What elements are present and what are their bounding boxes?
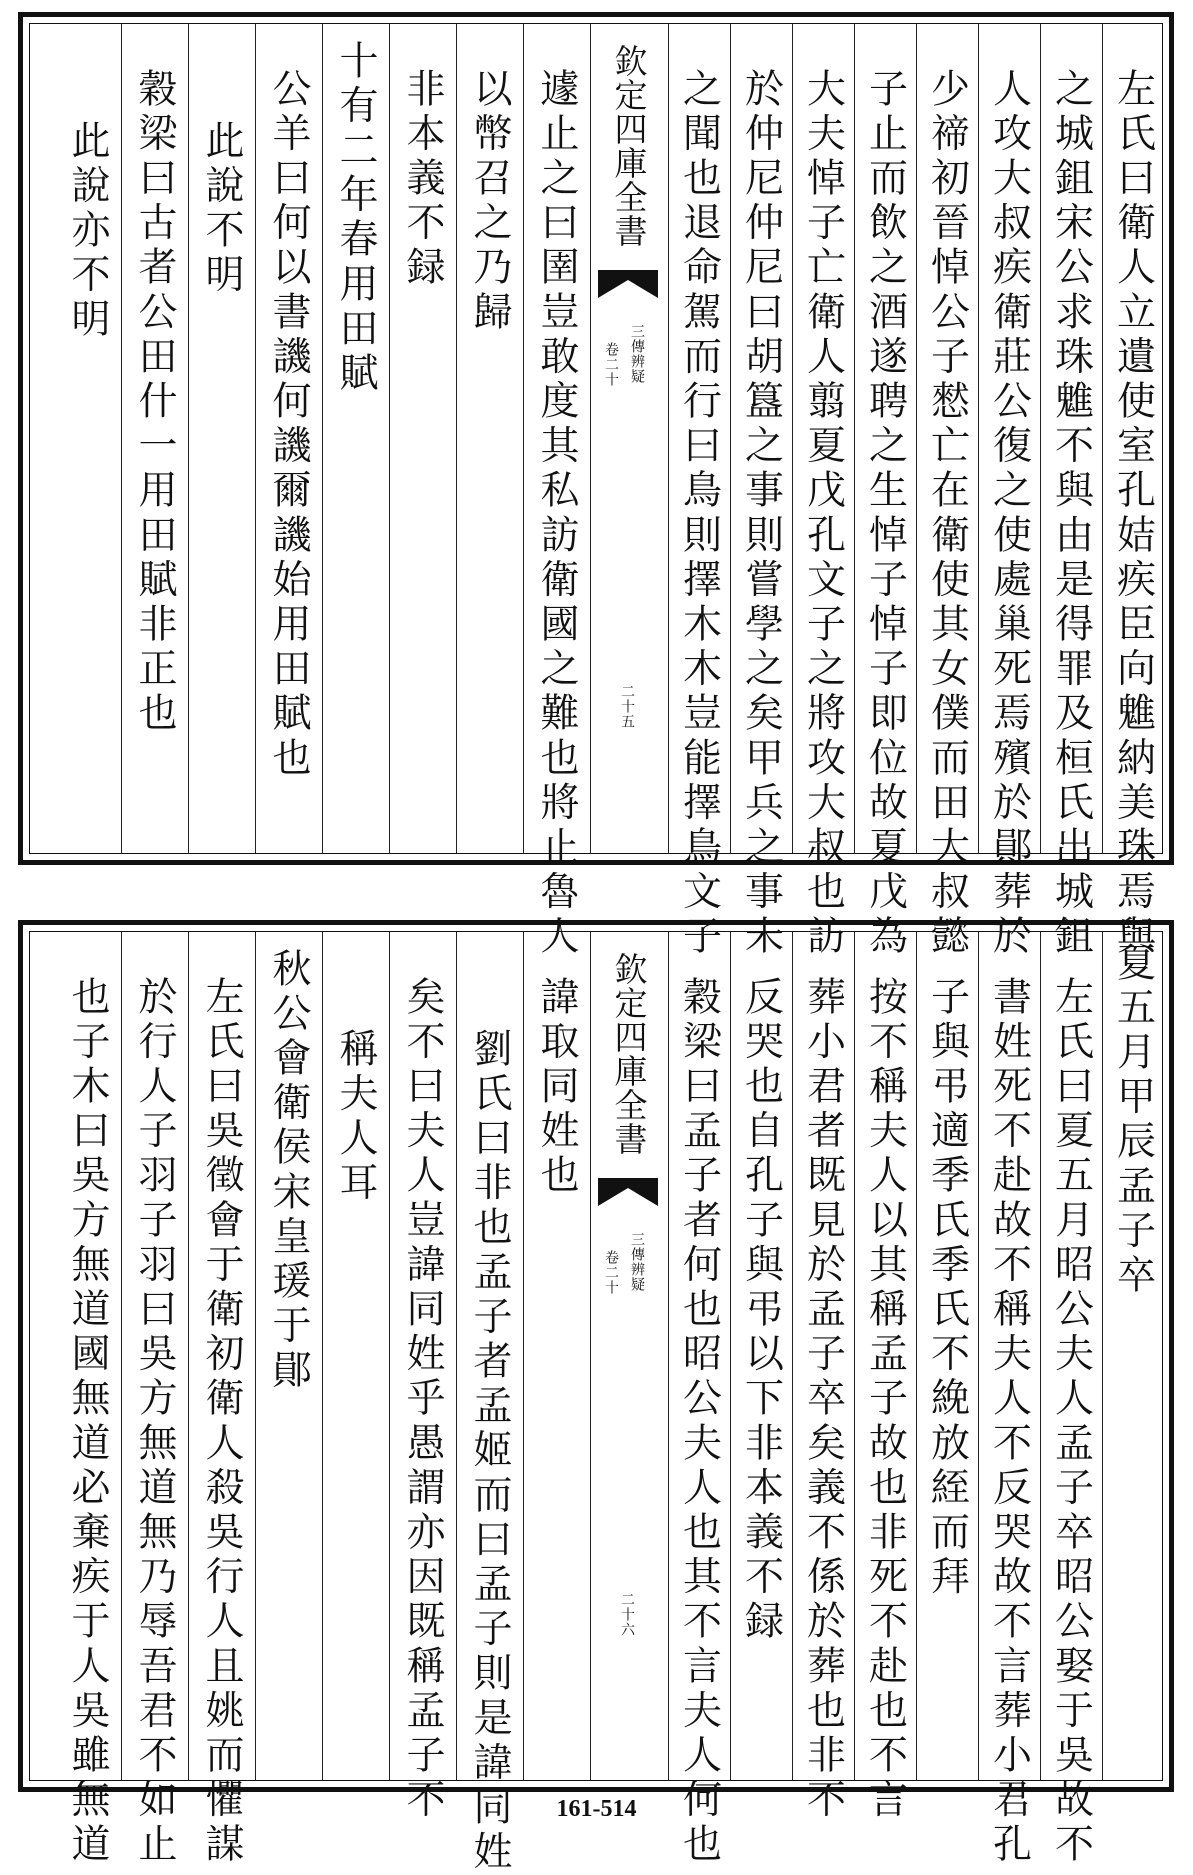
text-column: 穀梁曰古者公田什一用田賦非正也 xyxy=(132,68,177,737)
book-spine xyxy=(590,932,668,1780)
column-divider xyxy=(916,932,917,1780)
leaf-number: 二十五 xyxy=(619,684,635,729)
text-column: 十有二年春用田賦 xyxy=(333,40,378,397)
text-column: 子止而飲之酒遂聘之生悼子悼子即位故夏戊為 xyxy=(862,68,908,960)
text-column: 按不稱夫人以其稱孟子故也非死不赴也不言 xyxy=(862,976,908,1824)
column-divider xyxy=(322,932,323,1780)
text-column: 遽止之曰圉豈敢度其私訪衛國之難也將止魯人 xyxy=(534,68,579,960)
text-column: 葬小君者既見於孟子卒矣義不係於葬也非不 xyxy=(800,976,846,1824)
column-divider xyxy=(322,24,323,853)
text-column: 左氏曰夏五月昭公夫人孟子卒昭公娶于吳故不 xyxy=(1048,976,1094,1868)
column-divider xyxy=(523,24,524,853)
text-column: 書姓死不赴故不稱夫人不反哭故不言葬小君孔 xyxy=(986,976,1032,1868)
text-column: 稱夫人耳 xyxy=(333,1028,378,1207)
column-divider xyxy=(590,24,591,853)
top-page-inner-frame xyxy=(29,23,1163,960)
text-column: 反哭也自孔子與弔以下非本義不録 xyxy=(738,976,784,1645)
column-divider xyxy=(730,24,731,853)
book-title: 三傳辨疑 xyxy=(629,1232,645,1292)
text-column: 劉氏曰非也孟子者孟姬而曰孟子則是諱同姓 xyxy=(467,1028,512,1875)
text-column: 此說亦不明 xyxy=(65,120,110,343)
text-column: 之聞也退命駕而行曰鳥則擇木木豈能擇鳥文子 xyxy=(676,68,722,960)
volume-number: 卷二十 xyxy=(603,1250,619,1295)
column-divider xyxy=(590,932,591,1780)
column-divider xyxy=(1102,932,1103,1780)
text-column: 左氏曰衛人立遺使室孔姞疾臣向魋納美珠焉與 xyxy=(1110,68,1156,960)
leaf-number: 二十六 xyxy=(619,1592,635,1637)
column-divider xyxy=(792,932,793,1780)
column-divider xyxy=(668,24,669,853)
column-divider xyxy=(188,24,189,853)
book-title: 三傳辨疑 xyxy=(629,324,645,384)
text-column: 諱取同姓也 xyxy=(534,976,579,1199)
volume-number: 卷二十 xyxy=(603,342,619,387)
text-column: 矣不曰夫人豈諱同姓乎愚謂亦因既稱孟子不 xyxy=(400,976,445,1824)
book-spine xyxy=(590,24,668,853)
column-divider xyxy=(523,932,524,1780)
text-column: 非本義不録 xyxy=(400,68,445,291)
text-column: 大夫悼子亡衛人翦夏戊孔文子之將攻大叔也訪 xyxy=(800,68,846,960)
column-divider xyxy=(456,932,457,1780)
text-column: 秋公會衛侯宋皇瑗于鄖 xyxy=(266,948,311,1394)
top-page xyxy=(18,12,1174,960)
text-column: 人攻大叔疾衛莊公復之使處巢死焉殯於鄖葬於 xyxy=(986,68,1032,960)
text-column: 於仲尼仲尼曰胡簋之事則嘗學之矣甲兵之事未 xyxy=(738,68,784,960)
column-divider xyxy=(978,932,979,1780)
collection-title: 欽定四庫全書 xyxy=(609,952,649,1156)
fish-tail-mark xyxy=(598,270,658,298)
text-column: 子與弔適季氏季氏不絻放絰而拜 xyxy=(924,976,970,1601)
column-divider xyxy=(792,24,793,853)
text-column: 此說不明 xyxy=(199,120,244,299)
text-column: 夏五月甲辰孟子卒 xyxy=(1110,942,1156,1299)
column-divider xyxy=(978,24,979,853)
text-column: 少禘初晉悼公子憖亡在衛使其女僕而田大叔懿 xyxy=(924,68,970,960)
column-divider xyxy=(854,24,855,853)
column-divider xyxy=(389,932,390,1780)
column-divider xyxy=(121,24,122,853)
column-divider xyxy=(854,932,855,1780)
text-column: 之城鉏宋公求珠魋不與由是得罪及桓氏出城鉏 xyxy=(1048,68,1094,960)
column-divider xyxy=(1102,24,1103,853)
column-divider xyxy=(1040,24,1041,853)
collection-title: 欽定四庫全書 xyxy=(609,44,649,248)
column-divider xyxy=(121,932,122,1780)
column-divider xyxy=(255,932,256,1780)
column-divider xyxy=(916,24,917,853)
column-divider xyxy=(188,932,189,1780)
text-column: 也子木曰吳方無道國無道必棄疾于人吳雖無道 xyxy=(65,976,110,1868)
text-column: 穀梁曰孟子者何也昭公夫人也其不言夫人何也 xyxy=(676,976,722,1868)
text-column: 於行人子羽子羽曰吳方無道無乃辱吾君不如止 xyxy=(132,976,177,1868)
column-divider xyxy=(456,24,457,853)
column-divider xyxy=(1040,932,1041,1780)
column-divider xyxy=(389,24,390,853)
column-divider xyxy=(668,932,669,1780)
fish-tail-mark xyxy=(598,1178,658,1206)
column-divider xyxy=(255,24,256,853)
column-divider xyxy=(730,932,731,1780)
text-column: 公羊曰何以書譏何譏爾譏始用田賦也 xyxy=(266,68,311,782)
text-column: 左氏曰吳徵會于衛初衛人殺吳行人且姚而懼謀 xyxy=(199,976,244,1868)
page-number: 161-514 xyxy=(556,1796,637,1822)
text-column: 以幣召之乃歸 xyxy=(467,68,512,336)
